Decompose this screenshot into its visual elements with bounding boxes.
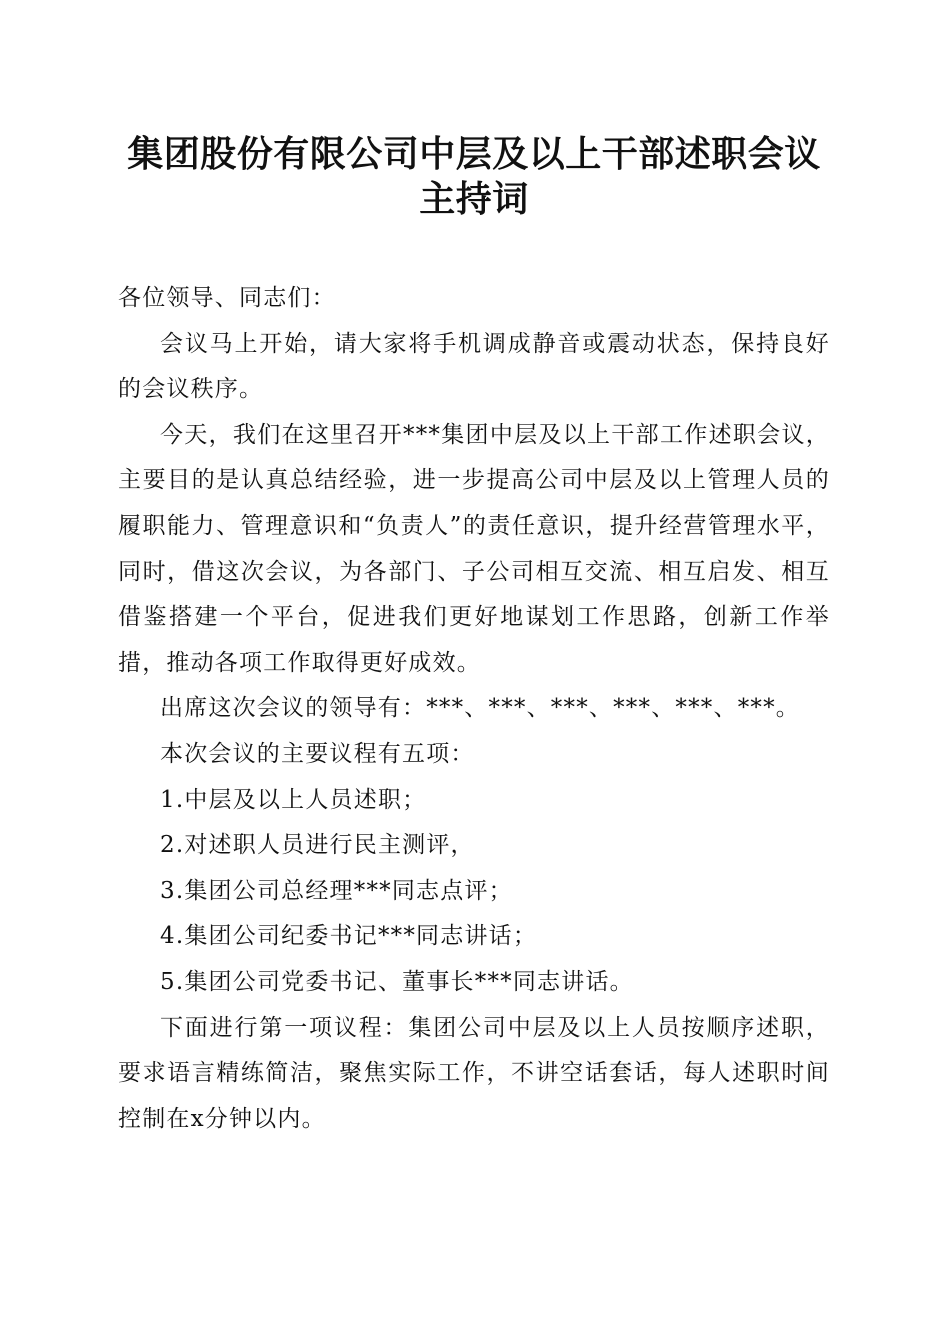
agenda-item: 1.中层及以上人员述职； bbox=[160, 786, 427, 813]
agenda-item: 2.对述职人员进行民主测评， bbox=[160, 832, 475, 859]
salutation: 各位领导、同志们： bbox=[118, 285, 336, 311]
agenda-item: 5.集团公司党委书记、董事长***同志讲话。 bbox=[160, 968, 634, 995]
document-title: 集团股份有限公司中层及以上干部述职会议主持词 bbox=[127, 134, 821, 220]
paragraph-closing: 下面进行第一项议程：集团公司中层及以上人员按顺序述职，要求语言精练简洁，聚焦实际工作，不讲空话套话，每人述职时间控制在x分钟以内。 bbox=[118, 1014, 830, 1132]
paragraph-attendees: 出席这次会议的领导有：***、***、***、***、***、***。 bbox=[160, 695, 800, 722]
agenda-item: 4.集团公司纪委书记***同志讲话； bbox=[160, 923, 538, 950]
document-page bbox=[118, 132, 830, 1142]
paragraph-agenda-intro: 本次会议的主要议程有五项： bbox=[160, 740, 475, 767]
document-body bbox=[118, 276, 830, 1142]
agenda-item: 3.集团公司总经理***同志点评； bbox=[160, 877, 513, 904]
paragraph-opening: 会议马上开始，请大家将手机调成静音或震动状态，保持良好的会议秩序。 bbox=[118, 330, 830, 403]
paragraph-purpose: 今天，我们在这里召开***集团中层及以上干部工作述职会议，主要目的是认真总结经验，进一步提高公司中层及以上管理人员的履职能力、管理意识和“负责人”的责任意识，提升经营管理水平，同时，借这次会议，为各部门、子公司相互交流、相互启发、相互借鉴搭建一个平台，促进我们更好地谋划工作思路，创新工作举措，推动各项工作取得更好成效。 bbox=[118, 421, 830, 676]
